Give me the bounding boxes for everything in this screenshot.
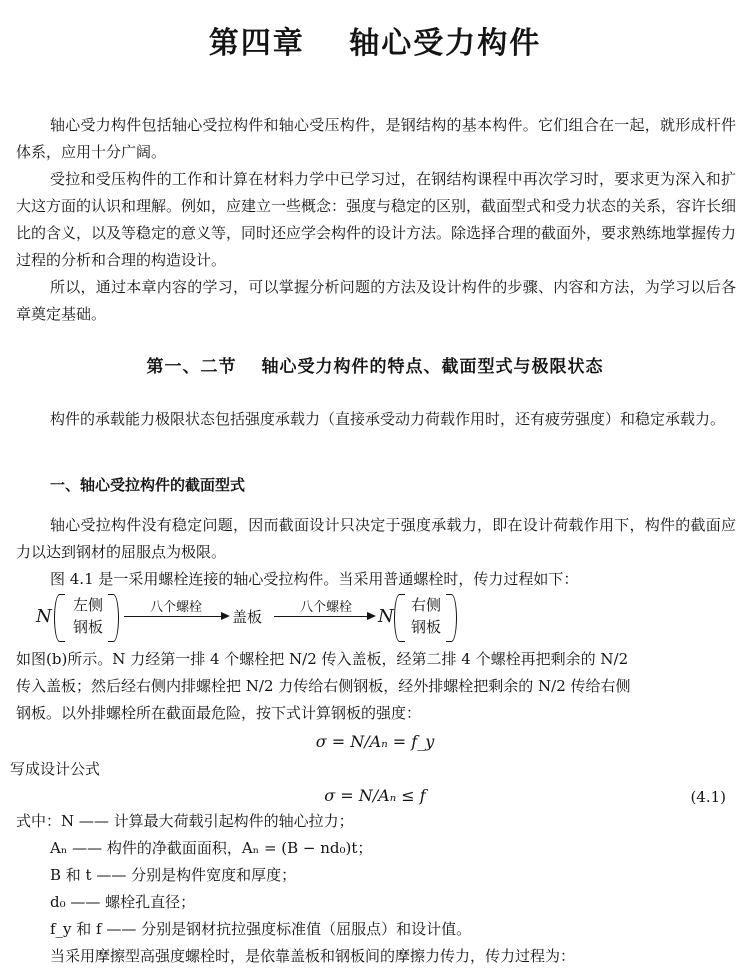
- flow-arrow-2-label: 八个螺栓: [299, 600, 352, 615]
- tension-paragraph: 轴心受拉构件没有稳定问题，因而截面设计只决定于强度承载力，即在设计荷载作用下，构件的截面应力以达到钢材的屈服点为极限。: [16, 516, 736, 561]
- equation-number: (4.1): [690, 788, 726, 806]
- last-line: 当采用摩擦型高强度螺栓时，是依靠盖板和钢板间的摩擦力传力，传力过程为：: [50, 947, 576, 965]
- intro-paragraph-3: 所以，通过本章内容的学习，可以掌握分析问题的方法及设计构件的步骤、内容和方法，为学习以后各章奠定基础。: [16, 278, 736, 323]
- intro-paragraph-2: 受拉和受压构件的工作和计算在材料力学中已学习过，在钢结构课程中再次学习时，要求更为深入和扩大这方面的认识和理解。例如，应建立一些概念：强度与稳定的区别，截面型式和受力状态的关系，容许长细比的含义，以及等稳定的意义等，同时还应学会构件的设计方法。除选择合理的截面外，要求熟练地掌握传力过程的分析和合理的构造设计。: [16, 170, 737, 269]
- flow-right-top: 右侧: [410, 596, 441, 614]
- section-title: 第一、二节 轴心受力构件的特点、截面型式与极限状态: [146, 357, 604, 377]
- design-formula: σ = N/Aₙ ≤ f: [324, 786, 426, 805]
- flow-left-plate: [66, 594, 110, 638]
- where-line-2: Aₙ —— 构件的净截面面积，Aₙ = (B − nd₀)t；: [50, 839, 373, 857]
- flow-right-paren-close: [446, 594, 457, 642]
- flow-arrow-1: [124, 616, 228, 617]
- where-line-3: B 和 t —— 分别是构件宽度和厚度；: [50, 866, 297, 884]
- flow-middle: 盖板: [232, 608, 263, 626]
- subsection-title: 一、轴心受拉构件的截面型式: [50, 476, 246, 494]
- figure-reference-line: 图 4.1 是一采用螺栓连接的轴心受拉构件。当采用普通螺栓时，传力过程如下：: [50, 570, 579, 588]
- where-line-1: 式中：N —— 计算最大荷载引起构件的轴心拉力；: [16, 812, 354, 830]
- after-flow-line-3: 钢板。以外排螺栓所在截面最危险，按下式计算钢板的强度：: [16, 704, 422, 722]
- flow-left-paren: [54, 594, 65, 642]
- flow-right-plate: [404, 594, 448, 638]
- force-flow-diagram: [36, 594, 456, 644]
- where-line-5: f_y 和 f —— 分别是钢材抗拉强度标准值（屈服点）和设计值。: [50, 920, 472, 938]
- section-paragraph: 构件的承载能力极限状态包括强度承载力（直接承受动力荷载作用时，还有疲劳强度）和稳定承载力。: [50, 410, 726, 428]
- flow-right-bottom: 钢板: [410, 618, 441, 636]
- flow-left-paren-close: [108, 594, 119, 642]
- flow-arrow-1-label: 八个螺栓: [149, 600, 202, 615]
- chapter-title: 第四章 轴心受力构件: [208, 26, 542, 61]
- flow-left-bottom: 钢板: [72, 618, 103, 636]
- flow-symbol-left: N: [36, 606, 52, 627]
- flow-left-top: 左侧: [72, 596, 103, 614]
- after-flow-line-2: 传入盖板；然后经右侧内排螺栓把 N/2 力传给右侧钢板，经外排螺栓把剩余的 N/2 传给右侧: [16, 677, 631, 695]
- flow-arrow-2: [274, 616, 374, 617]
- where-line-4: d₀ —— 螺栓孔直径；: [50, 893, 196, 911]
- intro-paragraph-1: 轴心受力构件包括轴心受拉构件和轴心受压构件，是钢结构的基本构件。它们组合在一起，就形成杆件体系，应用十分广阔。: [16, 116, 736, 161]
- flow-symbol-right: N: [378, 606, 394, 627]
- strength-formula: σ = N/Aₙ = f_y: [315, 732, 435, 751]
- design-formula-intro: 写成设计公式: [10, 760, 101, 778]
- after-flow-line-1: 如图(b)所示。N 力经第一排 4 个螺栓把 N/2 传入盖板，经第二排 4 个螺栓再把剩余的 N/2: [16, 650, 629, 668]
